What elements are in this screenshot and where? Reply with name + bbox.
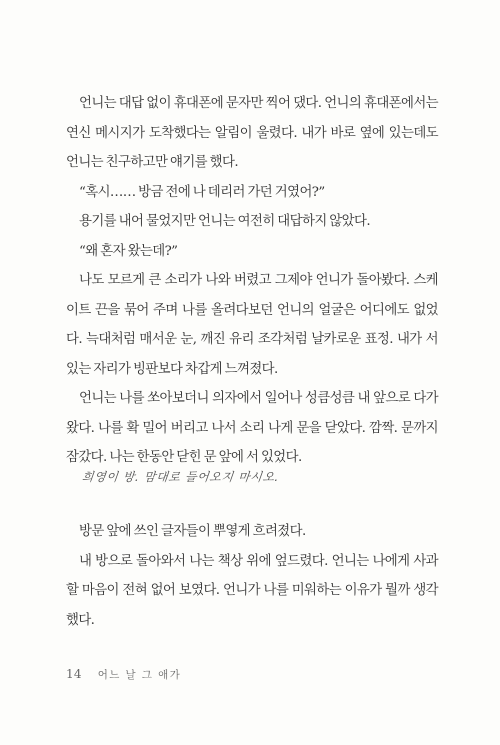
paragraph: 언니는 대답 없이 휴대폰에 문자만 찍어 댔다. 언니의 휴대폰에서는 연신 메시지가 도착했다는 알림이 울렸다. 내가 바로 옆에 있는데도 언니는 친구하고만 얘기를 했다.	[66, 96, 438, 170]
running-title: 어느 날 그 애가	[97, 669, 182, 681]
paragraph: 내 방으로 돌아와서 나는 책상 위에 엎드렸다. 언니는 나에게 사과할 마음이 전혀 없어 보였다. 언니가 나를 미워하는 이유가 뭘까 생각했다.	[66, 553, 438, 628]
dialogue-line: “왜 혼자 왔는데?”	[79, 243, 178, 259]
page-footer	[66, 667, 181, 682]
page-number: 14	[66, 667, 82, 681]
body-text-section-1	[66, 89, 438, 473]
body-text-section-2	[66, 517, 438, 635]
paragraph: 용기를 내어 물었지만 언니는 여전히 대답하지 않았다.	[79, 214, 370, 229]
paragraph: 언니는 나를 쏘아보더니 의자에서 일어나 성큼성큼 내 앞으로 다가왔다. 나를 확 밀어 버리고 나서 소리 나게 문을 닫았다. 깜짝. 문까지 잠갔다. 나는 한동안 닫힌 문 앞에 서 있었다.	[66, 391, 438, 465]
handwritten-door-note: 희영이 방. 맘대로 들어오지 마시오.	[81, 470, 280, 484]
paragraph: 나도 모르게 큰 소리가 나와 버렸고 그제야 언니가 돌아봤다. 스케이트 끈을 묶어 주며 나를 올려다보던 언니의 얼굴은 어디에도 없었다. 늑대처럼 매서운 눈, 깨진 유리 조각처럼 날카로운 표정. 내가 서 있는 자리가 빙판보다 차갑게 느껴졌다.	[66, 273, 438, 377]
dialogue-line: “혹시…… 방금 전에 나 데리러 가던 거였어?”	[79, 184, 325, 200]
paragraph: 방문 앞에 쓰인 글자들이 뿌옇게 흐려졌다.	[79, 524, 306, 539]
